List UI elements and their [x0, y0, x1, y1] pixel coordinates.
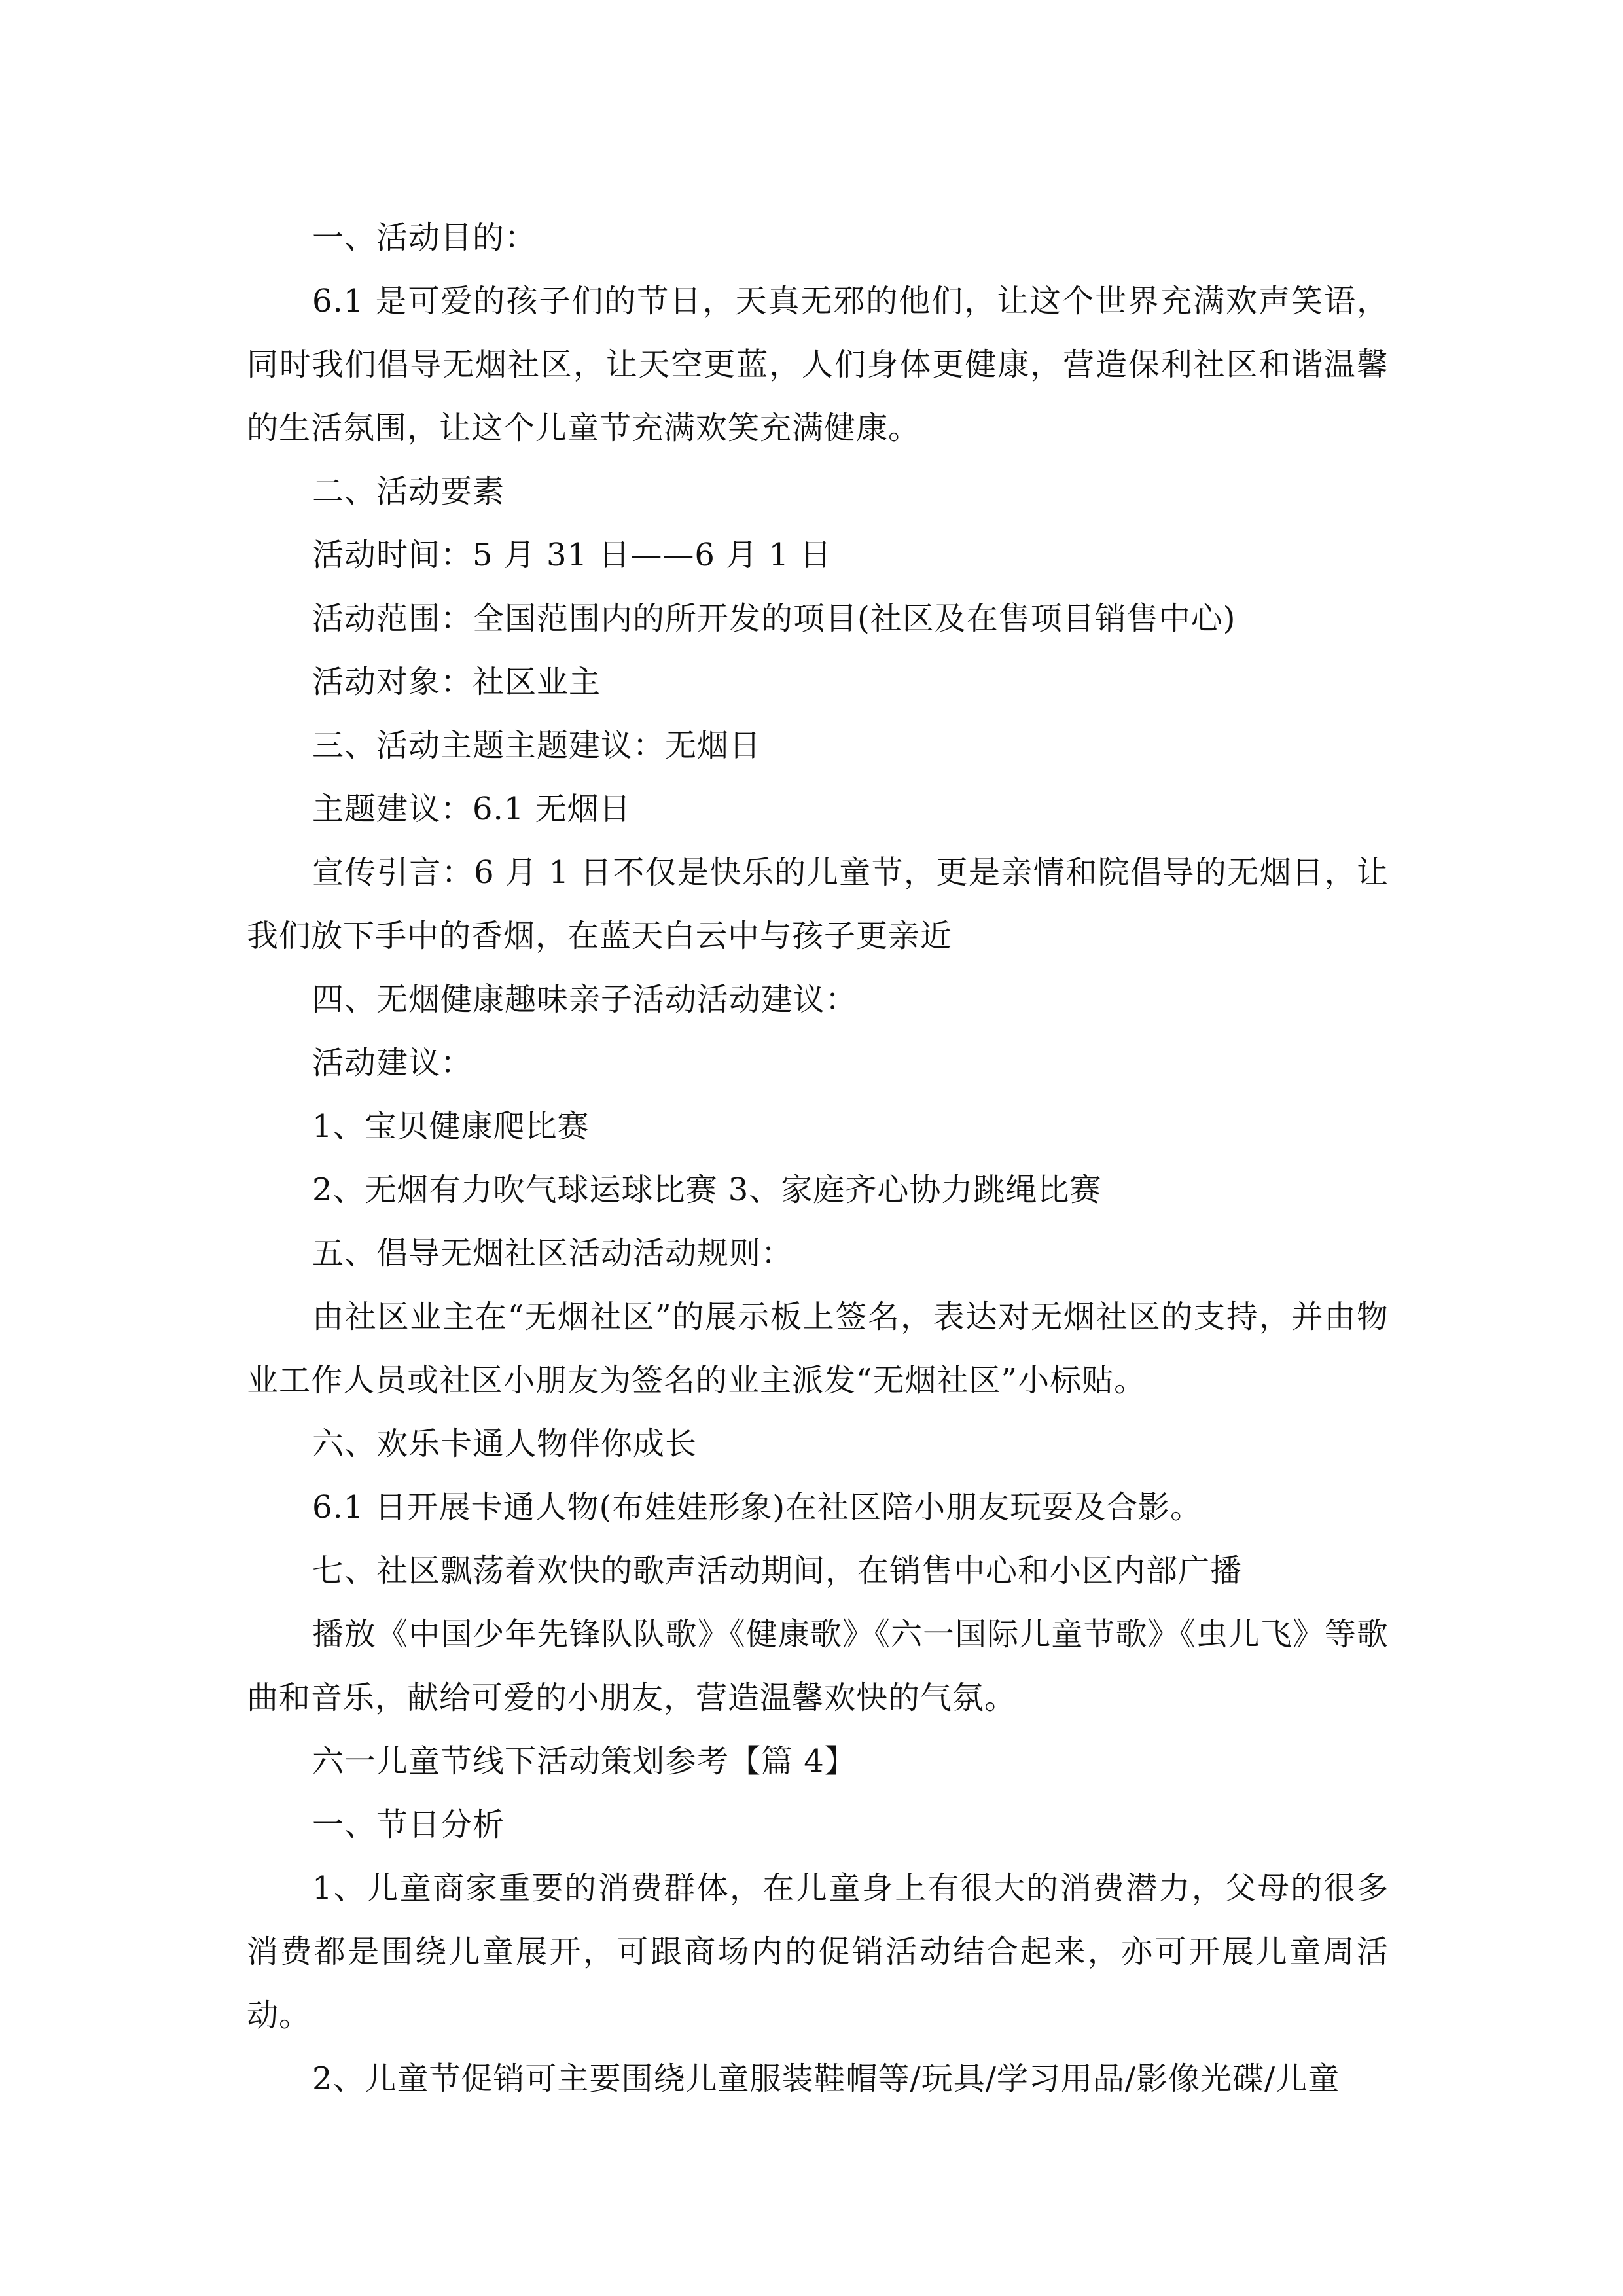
cartoon-text: 6.1 日开展卡通人物(布娃娃形象)在社区陪小朋友玩耍及合影。 — [312, 1489, 1203, 1526]
songs-text: 播放《中国少年先锋队队歌》《健康歌》《六一国际儿童节歌》《虫儿飞》等歌曲和音乐，献给可爱的小朋友，营造温馨欢快的气氛。 — [247, 1616, 1389, 1716]
activity-item-2-3: 2、无烟有力吹气球运球比赛 3、家庭齐心协力跳绳比赛 — [312, 1172, 1102, 1208]
theme-suggestion: 主题建议：6.1 无烟日 — [312, 791, 632, 827]
analysis-item-2: 2、儿童节促销可主要围绕儿童服装鞋帽等/玩具/学习用品/影像光碟/儿童 — [312, 2060, 1340, 2097]
heading-activity-elements: 二、活动要素 — [312, 473, 505, 510]
heading-festival-analysis: 一、节日分析 — [312, 1806, 505, 1843]
heading-songs: 七、社区飘荡着欢快的歌声活动期间，在销售中心和小区内部广播 — [312, 1552, 1243, 1589]
heading-rules: 五、倡导无烟社区活动活动规则： — [312, 1235, 794, 1272]
activity-suggestions-label: 活动建议： — [312, 1045, 473, 1081]
activity-item-1: 1、宝贝健康爬比赛 — [312, 1108, 590, 1145]
activity-scope: 活动范围：全国范围内的所开发的项目(社区及在售项目销售中心) — [312, 600, 1236, 637]
promo-slogan: 宣传引言：6 月 1 日不仅是快乐的儿童节，更是亲情和院倡导的无烟日，让我们放下手中的香烟，在蓝天白云中与孩子更亲近 — [247, 854, 1389, 954]
heading-cartoon: 六、欢乐卡通人物伴你成长 — [312, 1426, 698, 1462]
analysis-item-1: 1、儿童商家重要的消费群体，在儿童身上有很大的消费潜力，父母的很多消费都是围绕儿童展开，可跟商场内的促销活动结合起来，亦可开展儿童周活动。 — [247, 1870, 1389, 2034]
paragraph-purpose-text: 6.1 是可爱的孩子们的节日，天真无邪的他们，让这个世界充满欢声笑语，同时我们倡导无烟社区，让天空更蓝，人们身体更健康，营造保利社区和谐温馨的生活氛围，让这个儿童节充满欢笑充满健康。 — [247, 283, 1389, 446]
heading-activity-theme: 三、活动主题主题建议：无烟日 — [312, 727, 762, 764]
rules-text: 由社区业主在“无烟社区”的展示板上签名，表达对无烟社区的支持，并由物业工作人员或社区小朋友为签名的业主派发“无烟社区”小标贴。 — [247, 1299, 1389, 1399]
activity-audience: 活动对象：社区业主 — [312, 664, 601, 700]
heading-activity-purpose: 一、活动目的： — [312, 219, 537, 256]
document-body — [247, 206, 1389, 2111]
heading-family-activities: 四、无烟健康趣味亲子活动活动建议： — [312, 981, 858, 1018]
activity-time: 活动时间：5 月 31 日——6 月 1 日 — [312, 537, 832, 573]
section-title-part-4: 六一儿童节线下活动策划参考【篇 4】 — [312, 1743, 857, 1780]
